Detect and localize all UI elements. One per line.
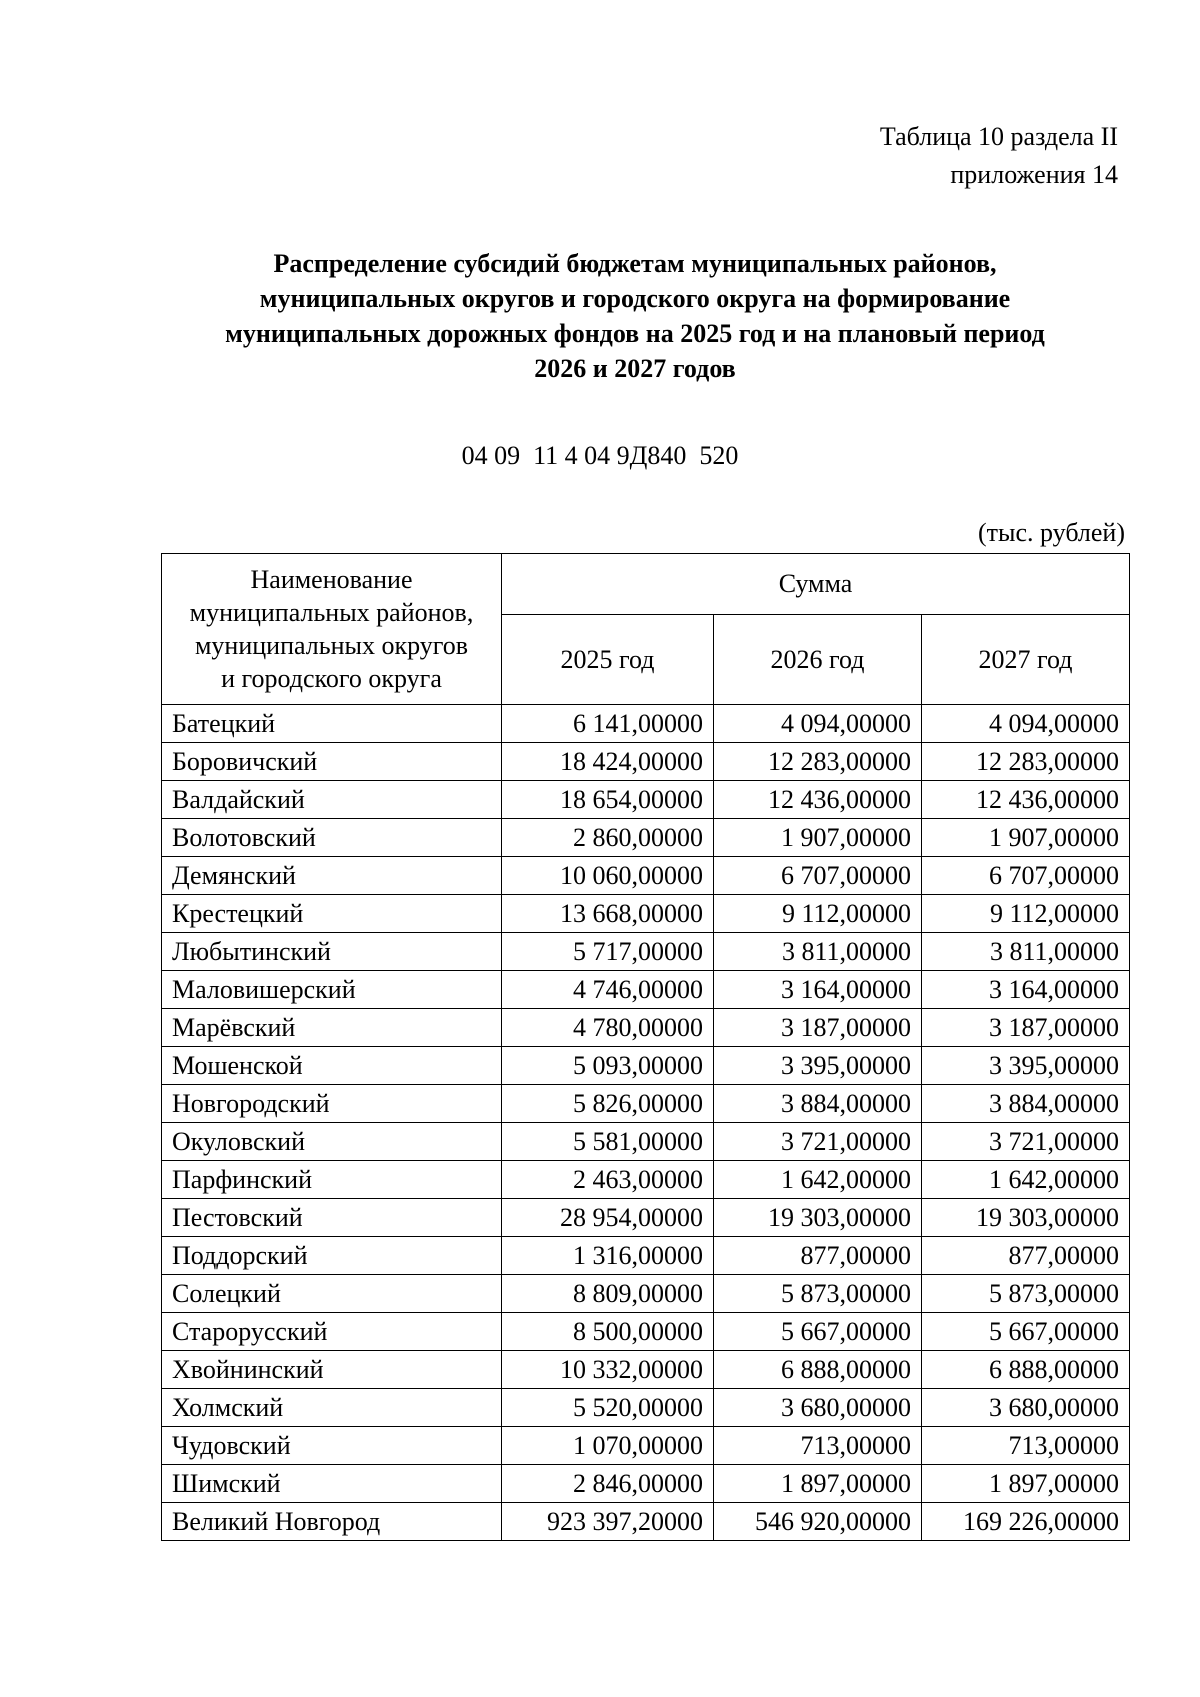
- amount-2027-cell: 3 884,00000: [922, 1085, 1130, 1123]
- table-reference-line-1: Таблица 10 раздела II: [879, 122, 1118, 151]
- sum-column-header: Сумма: [502, 554, 1130, 615]
- table-row: [162, 705, 1130, 743]
- region-name-cell: Солецкий: [162, 1275, 502, 1313]
- amount-2026-cell: 1 897,00000: [714, 1465, 922, 1503]
- amount-2026-cell: 19 303,00000: [714, 1199, 922, 1237]
- amount-2027-cell: 713,00000: [922, 1427, 1130, 1465]
- table-row: [162, 819, 1130, 857]
- amount-2027-cell: 169 226,00000: [922, 1503, 1130, 1541]
- region-name-cell: Крестецкий: [162, 895, 502, 933]
- table-row: [162, 971, 1130, 1009]
- name-header-line-2: муниципальных районов,: [189, 598, 474, 627]
- table-row: [162, 1275, 1130, 1313]
- table-row: [162, 933, 1130, 971]
- table-row: [162, 857, 1130, 895]
- table-row: [162, 1389, 1130, 1427]
- region-name-cell: Пестовский: [162, 1199, 502, 1237]
- amount-2026-cell: 9 112,00000: [714, 895, 922, 933]
- amount-2025-cell: 2 463,00000: [502, 1161, 714, 1199]
- amount-2027-cell: 3 187,00000: [922, 1009, 1130, 1047]
- amount-2026-cell: 3 395,00000: [714, 1047, 922, 1085]
- amount-2025-cell: 5 826,00000: [502, 1085, 714, 1123]
- amount-2027-cell: 6 888,00000: [922, 1351, 1130, 1389]
- table-row: [162, 1085, 1130, 1123]
- amount-2027-cell: 5 667,00000: [922, 1313, 1130, 1351]
- name-column-header: [162, 554, 502, 705]
- amount-2027-cell: 3 811,00000: [922, 933, 1130, 971]
- region-name-cell: Старорусский: [162, 1313, 502, 1351]
- amount-2027-cell: 3 721,00000: [922, 1123, 1130, 1161]
- amount-2025-cell: 8 500,00000: [502, 1313, 714, 1351]
- amount-2026-cell: 12 436,00000: [714, 781, 922, 819]
- table-row: [162, 1313, 1130, 1351]
- amount-2026-cell: 5 667,00000: [714, 1313, 922, 1351]
- table-row: [162, 1009, 1130, 1047]
- amount-2026-cell: 3 884,00000: [714, 1085, 922, 1123]
- document-title: [150, 246, 1120, 386]
- table-row: [162, 781, 1130, 819]
- region-name-cell: Волотовский: [162, 819, 502, 857]
- region-name-cell: Валдайский: [162, 781, 502, 819]
- amount-2026-cell: 713,00000: [714, 1427, 922, 1465]
- amount-2026-cell: 3 187,00000: [714, 1009, 922, 1047]
- region-name-cell: Батецкий: [162, 705, 502, 743]
- region-name-cell: Хвойнинский: [162, 1351, 502, 1389]
- amount-2025-cell: 2 846,00000: [502, 1465, 714, 1503]
- amount-2026-cell: 1 907,00000: [714, 819, 922, 857]
- region-name-cell: Боровичский: [162, 743, 502, 781]
- document-title-line-4: 2026 и 2027 годов: [534, 354, 736, 383]
- region-name-cell: Чудовский: [162, 1427, 502, 1465]
- units-label: (тыс. рублей): [977, 518, 1125, 547]
- amount-2025-cell: 1 070,00000: [502, 1427, 714, 1465]
- amount-2027-cell: 12 283,00000: [922, 743, 1130, 781]
- amount-2026-cell: 877,00000: [714, 1237, 922, 1275]
- table-row: [162, 1351, 1130, 1389]
- amount-2025-cell: 5 093,00000: [502, 1047, 714, 1085]
- year-2025-header: 2025 год: [502, 615, 714, 705]
- amount-2027-cell: 877,00000: [922, 1237, 1130, 1275]
- amount-2025-cell: 10 060,00000: [502, 857, 714, 895]
- amount-2025-cell: 10 332,00000: [502, 1351, 714, 1389]
- region-name-cell: Холмский: [162, 1389, 502, 1427]
- table-row: [162, 895, 1130, 933]
- table-row: [162, 1427, 1130, 1465]
- amount-2027-cell: 3 680,00000: [922, 1389, 1130, 1427]
- region-name-cell: Великий Новгород: [162, 1503, 502, 1541]
- amount-2025-cell: 8 809,00000: [502, 1275, 714, 1313]
- amount-2025-cell: 1 316,00000: [502, 1237, 714, 1275]
- amount-2026-cell: 3 680,00000: [714, 1389, 922, 1427]
- amount-2025-cell: 18 424,00000: [502, 743, 714, 781]
- amount-2027-cell: 3 164,00000: [922, 971, 1130, 1009]
- table-body: [162, 705, 1130, 1541]
- amount-2025-cell: 2 860,00000: [502, 819, 714, 857]
- table-row: [162, 1465, 1130, 1503]
- budget-classification-code: 04 09 11 4 04 9Д840 520: [461, 441, 739, 470]
- table-header: [162, 554, 1130, 705]
- table-row: [162, 1503, 1130, 1541]
- table-row: [162, 1161, 1130, 1199]
- document-title-line-1: Распределение субсидий бюджетам муниципальных районов,: [273, 249, 997, 278]
- amount-2025-cell: 13 668,00000: [502, 895, 714, 933]
- region-name-cell: Марёвский: [162, 1009, 502, 1047]
- name-header-line-3: муниципальных округов: [194, 631, 469, 660]
- amount-2027-cell: 4 094,00000: [922, 705, 1130, 743]
- region-name-cell: Шимский: [162, 1465, 502, 1503]
- document-title-line-3: муниципальных дорожных фондов на 2025 год и на плановый период: [225, 319, 1045, 348]
- region-name-cell: Новгородский: [162, 1085, 502, 1123]
- amount-2027-cell: 1 642,00000: [922, 1161, 1130, 1199]
- amount-2027-cell: 1 897,00000: [922, 1465, 1130, 1503]
- header-row-1: [162, 554, 1130, 615]
- table-row: [162, 1199, 1130, 1237]
- amount-2026-cell: 546 920,00000: [714, 1503, 922, 1541]
- amount-2027-cell: 5 873,00000: [922, 1275, 1130, 1313]
- amount-2025-cell: 5 581,00000: [502, 1123, 714, 1161]
- region-name-cell: Маловишерский: [162, 971, 502, 1009]
- amount-2027-cell: 3 395,00000: [922, 1047, 1130, 1085]
- year-2026-header: 2026 год: [714, 615, 922, 705]
- amount-2026-cell: 12 283,00000: [714, 743, 922, 781]
- amount-2027-cell: 6 707,00000: [922, 857, 1130, 895]
- amount-2027-cell: 19 303,00000: [922, 1199, 1130, 1237]
- amount-2025-cell: 5 520,00000: [502, 1389, 714, 1427]
- amount-2026-cell: 3 164,00000: [714, 971, 922, 1009]
- amount-2025-cell: 4 780,00000: [502, 1009, 714, 1047]
- amount-2025-cell: 4 746,00000: [502, 971, 714, 1009]
- year-2027-header: 2027 год: [922, 615, 1130, 705]
- amount-2026-cell: 6 888,00000: [714, 1351, 922, 1389]
- amount-2025-cell: 5 717,00000: [502, 933, 714, 971]
- amount-2027-cell: 12 436,00000: [922, 781, 1130, 819]
- amount-2026-cell: 6 707,00000: [714, 857, 922, 895]
- amount-2026-cell: 5 873,00000: [714, 1275, 922, 1313]
- amount-2025-cell: 18 654,00000: [502, 781, 714, 819]
- table-reference: [718, 118, 1118, 194]
- table-row: [162, 1123, 1130, 1161]
- name-header-line-4: и городского округа: [221, 664, 442, 693]
- table-row: [162, 1047, 1130, 1085]
- amount-2025-cell: 28 954,00000: [502, 1199, 714, 1237]
- amount-2026-cell: 3 721,00000: [714, 1123, 922, 1161]
- region-name-cell: Окуловский: [162, 1123, 502, 1161]
- region-name-cell: Парфинский: [162, 1161, 502, 1199]
- amount-2027-cell: 9 112,00000: [922, 895, 1130, 933]
- region-name-cell: Демянский: [162, 857, 502, 895]
- amount-2026-cell: 3 811,00000: [714, 933, 922, 971]
- amount-2026-cell: 1 642,00000: [714, 1161, 922, 1199]
- subsidies-table: [161, 553, 1130, 1541]
- document-title-line-2: муниципальных округов и городского округа на формирование: [259, 284, 1011, 313]
- table-reference-line-2: приложения 14: [950, 160, 1118, 189]
- table-row: [162, 743, 1130, 781]
- table-row: [162, 1237, 1130, 1275]
- region-name-cell: Мошенской: [162, 1047, 502, 1085]
- name-header-line-1: Наименование: [250, 565, 413, 594]
- region-name-cell: Любытинский: [162, 933, 502, 971]
- amount-2026-cell: 4 094,00000: [714, 705, 922, 743]
- region-name-cell: Поддорский: [162, 1237, 502, 1275]
- amount-2025-cell: 923 397,20000: [502, 1503, 714, 1541]
- amount-2025-cell: 6 141,00000: [502, 705, 714, 743]
- amount-2027-cell: 1 907,00000: [922, 819, 1130, 857]
